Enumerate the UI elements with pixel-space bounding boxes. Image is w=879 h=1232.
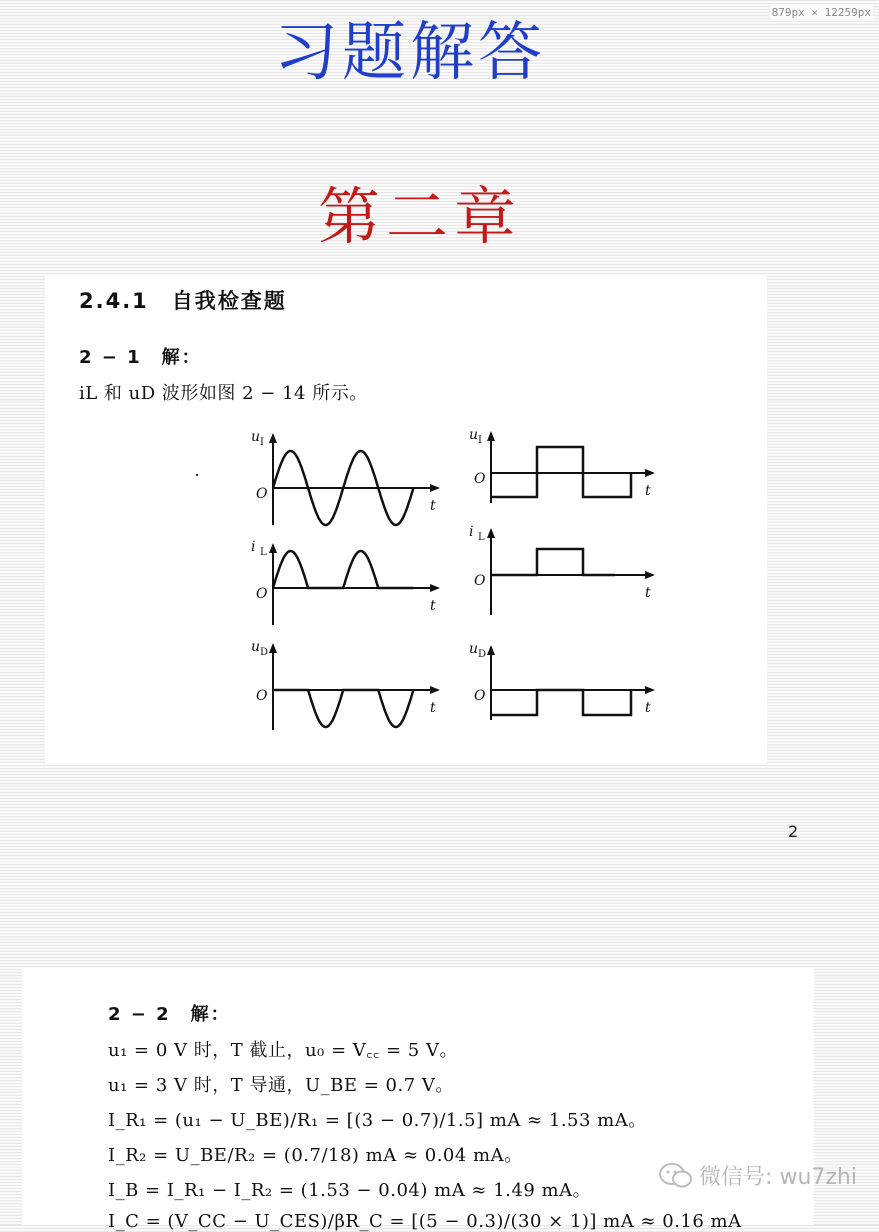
watermark-text: 微信号: wu7zhi bbox=[699, 1165, 857, 1190]
x-axis-arrow bbox=[645, 571, 655, 579]
y-axis-label: u bbox=[469, 427, 479, 443]
y-axis-arrow bbox=[487, 645, 495, 655]
x-axis-arrow bbox=[645, 686, 655, 694]
origin-label: O bbox=[474, 573, 486, 589]
y-axis-label: u bbox=[251, 639, 261, 655]
y-axis-label: i bbox=[469, 524, 474, 540]
y-axis-label-subscript: L bbox=[478, 532, 485, 543]
y-axis-label: u bbox=[251, 429, 261, 445]
x-axis-arrow bbox=[645, 469, 655, 477]
y-axis-label-subscript: D bbox=[478, 649, 487, 660]
page-title: 习题解答 bbox=[274, 16, 546, 90]
y-axis-arrow bbox=[269, 543, 277, 553]
scan-speck bbox=[196, 474, 198, 476]
y-axis-arrow bbox=[487, 528, 495, 538]
waveform-figure bbox=[45, 275, 767, 765]
origin-label: O bbox=[474, 471, 486, 487]
x-axis-arrow bbox=[430, 686, 440, 694]
page-number: 2 bbox=[788, 822, 799, 841]
half-wave-rectified bbox=[273, 551, 413, 588]
y-axis-label-subscript: I bbox=[478, 435, 482, 446]
y-axis-label: i bbox=[251, 539, 256, 555]
scanned-page-section-2-4-1 bbox=[45, 275, 767, 765]
problem-2-2-line: u₁ = 0 V 时，T 截止，u₀ = V꜀꜀ = 5 V。 bbox=[108, 1040, 458, 1061]
chapter-title: 第二章 bbox=[317, 180, 522, 253]
origin-label: O bbox=[256, 586, 268, 602]
problem-2-2-line: I_R₁ = (u₁ − U_BE)/R₁ = [(3 − 0.7)/1.5] mA ≈ 1.53 mA。 bbox=[108, 1110, 647, 1131]
wechat-icon bbox=[659, 1162, 693, 1190]
y-axis-arrow bbox=[487, 431, 495, 441]
origin-label: O bbox=[474, 688, 486, 704]
problem-2-2-line: I_C = (V_CC − U_CES)/βR_C = [(5 − 0.3)/(30 × 1)] mA ≈ 0.16 mA bbox=[108, 1211, 742, 1232]
y-axis-label-subscript: L bbox=[260, 547, 267, 558]
x-axis-arrow bbox=[430, 584, 440, 592]
problem-2-2-heading: 2 − 2 解： bbox=[108, 1004, 231, 1025]
wechat-watermark bbox=[659, 1160, 857, 1191]
problem-2-1-text: iL 和 uD 波形如图 2 − 14 所示。 bbox=[79, 383, 368, 404]
problem-2-2-line: I_R₂ = U_BE/R₂ = (0.7/18) mA ≈ 0.04 mA。 bbox=[108, 1145, 523, 1166]
y-axis-arrow bbox=[269, 643, 277, 653]
problem-2-1-heading: 2 − 1 解： bbox=[79, 347, 202, 368]
t-axis-label: t bbox=[645, 483, 651, 499]
t-axis-label: t bbox=[430, 700, 436, 716]
square-wave-negative bbox=[491, 690, 631, 715]
origin-label: O bbox=[256, 688, 268, 704]
image-size-label: 879px × 12259px bbox=[771, 6, 871, 19]
section-heading: 2.4.1 自我检查题 bbox=[79, 289, 287, 313]
t-axis-label: t bbox=[645, 700, 651, 716]
origin-label: O bbox=[256, 486, 268, 502]
problem-2-2-line: u₁ = 3 V 时，T 导通，U_BE = 0.7 V。 bbox=[108, 1075, 454, 1096]
pulse-wave bbox=[491, 549, 615, 575]
t-axis-label: t bbox=[645, 585, 651, 601]
negative-half-wave bbox=[273, 690, 413, 727]
y-axis-label-subscript: D bbox=[260, 647, 269, 658]
problem-2-2-line: I_B = I_R₁ − I_R₂ = (1.53 − 0.04) mA ≈ 1.49 mA。 bbox=[108, 1180, 592, 1201]
x-axis-arrow bbox=[430, 484, 440, 492]
y-axis-arrow bbox=[269, 433, 277, 443]
t-axis-label: t bbox=[430, 498, 436, 514]
y-axis-label: u bbox=[469, 641, 479, 657]
t-axis-label: t bbox=[430, 598, 436, 614]
y-axis-label-subscript: I bbox=[260, 437, 264, 448]
